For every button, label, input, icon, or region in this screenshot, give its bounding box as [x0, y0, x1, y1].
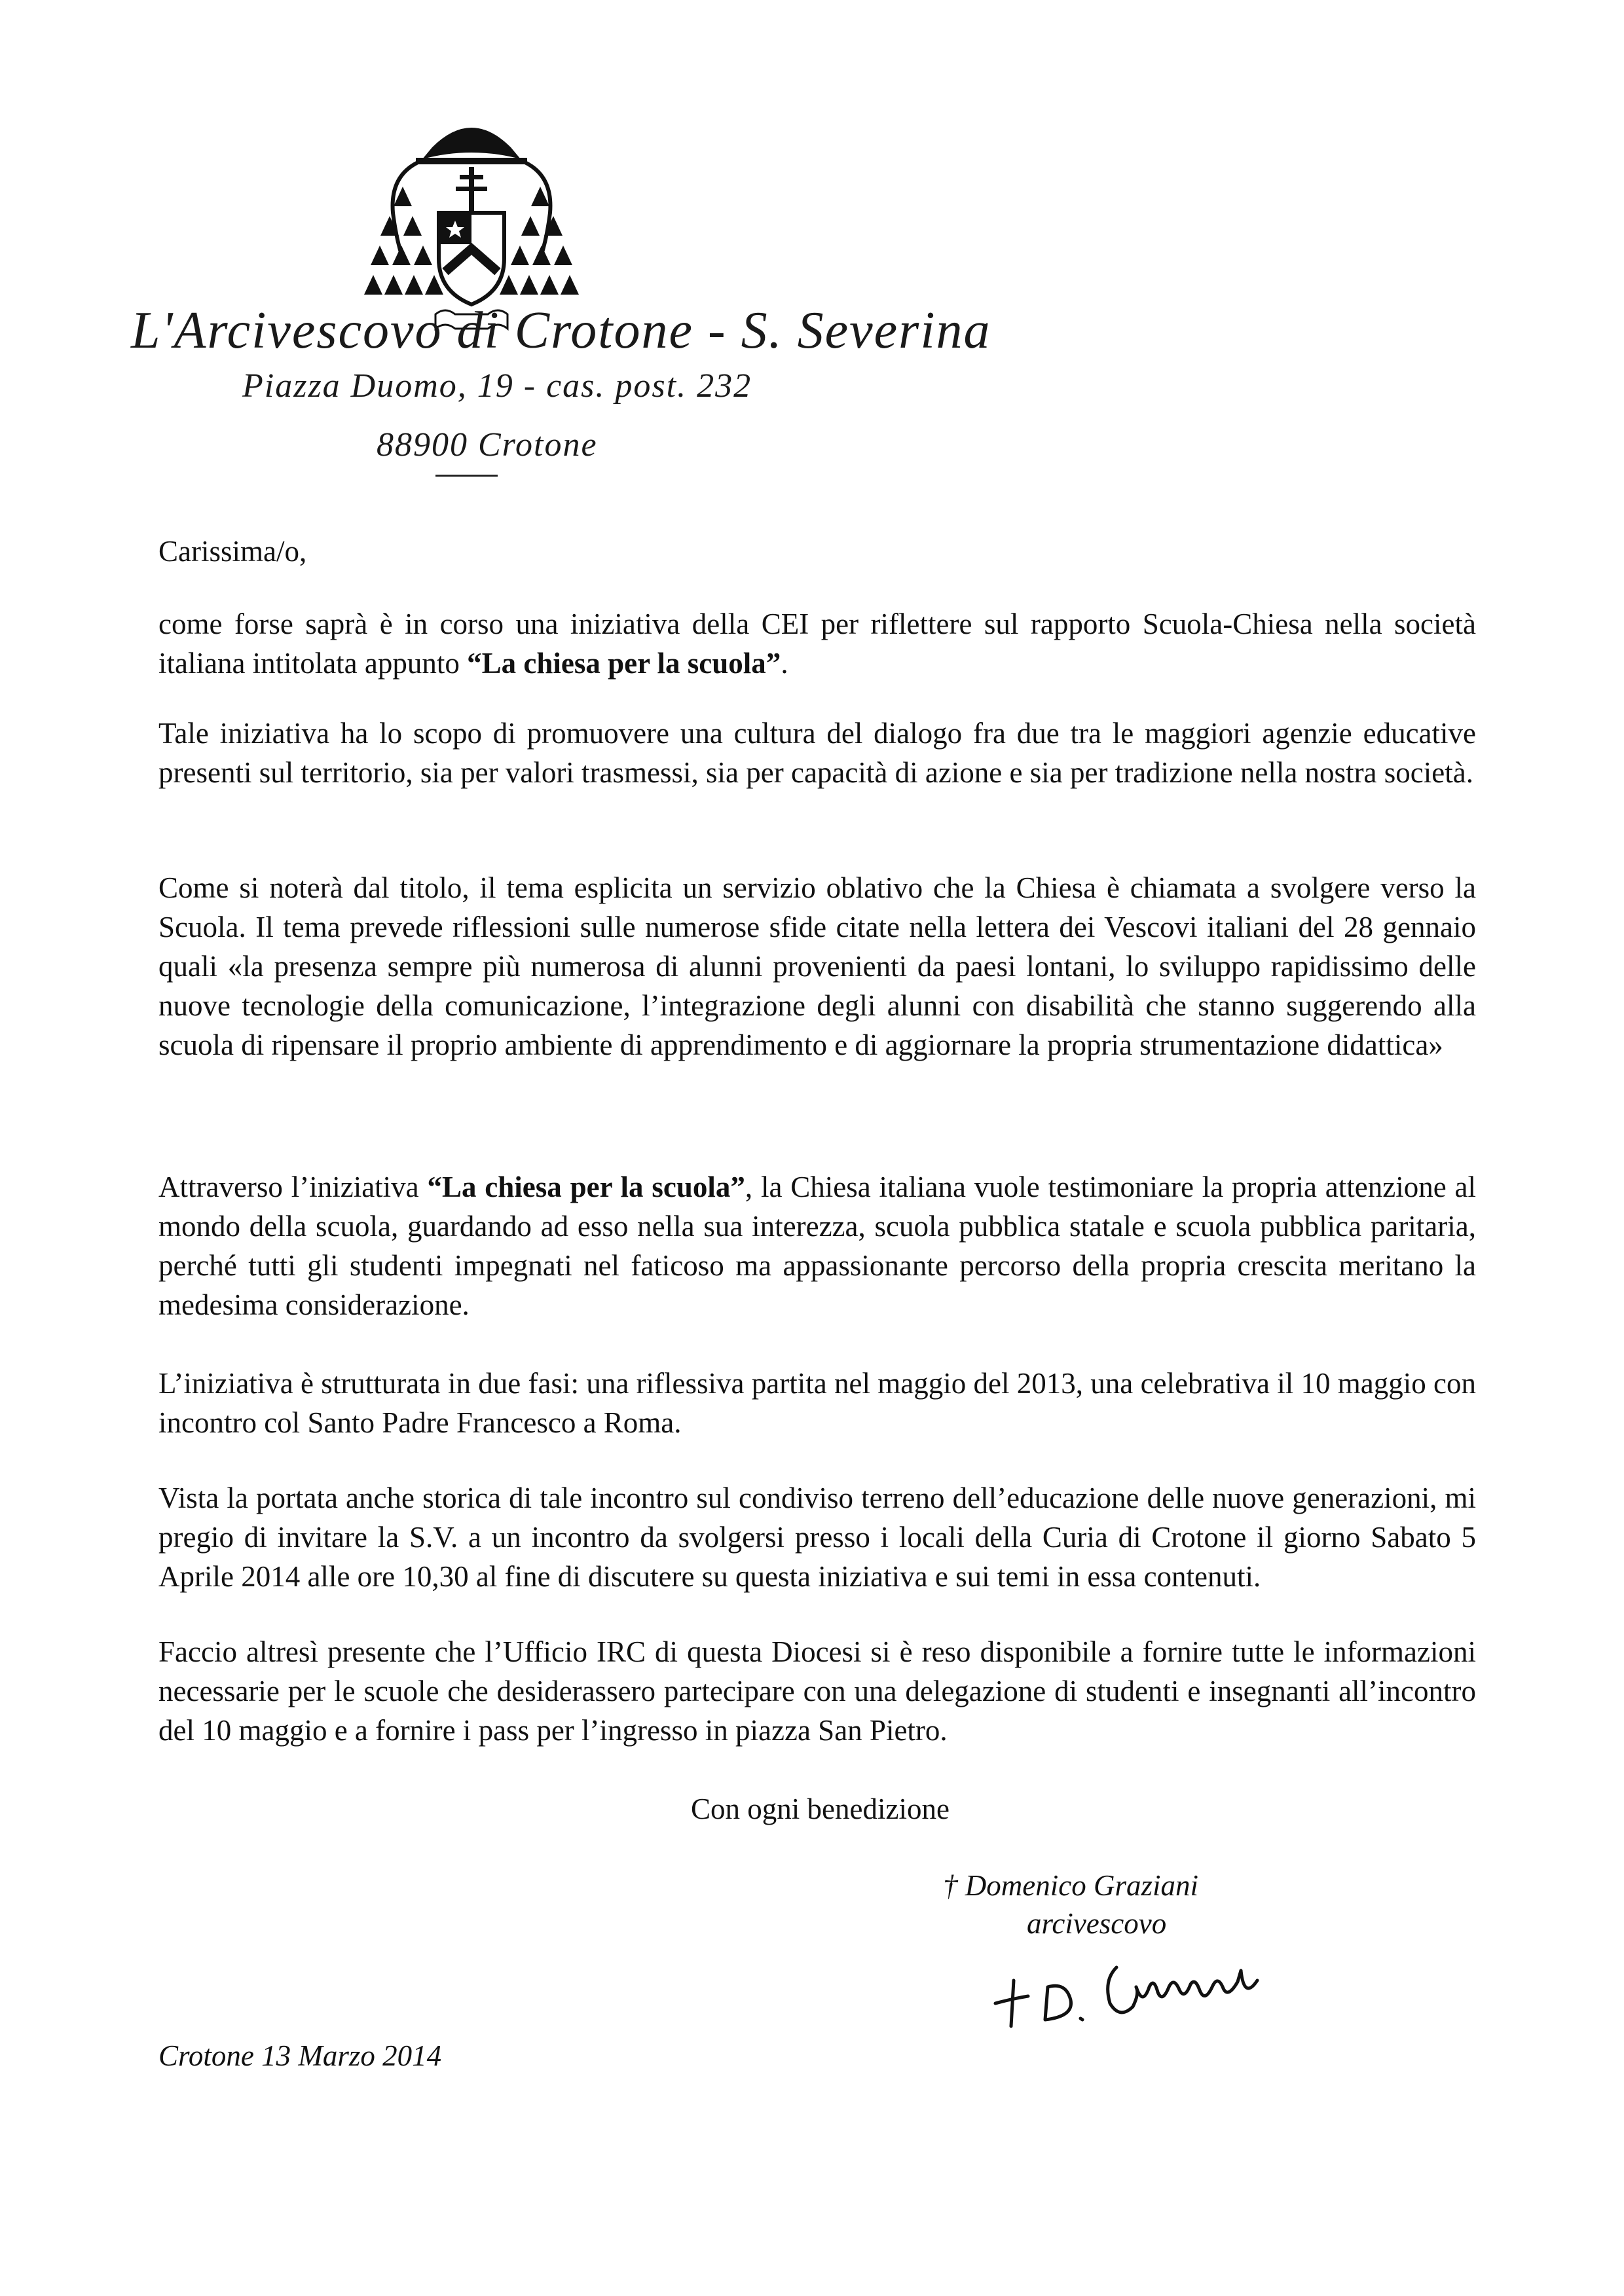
paragraph-3: Come si noterà dal titolo, il tema esplicita un servizio oblativo che la Chiesa è chiamata a svolgere verso la Scuola. Il tema prevede riflessioni sulle numerose sfide citate nella lettera dei Vescovi italiani del 28 gennaio quali «la presenza sempre più numerosa di alunni provenienti da paesi lontani, lo sviluppo rapidissimo delle nuove tecnologie della comunicazione, l’integrazione degli alunni con disabilità che stanno suggerendo alla scuola di ripensare il proprio ambiente di apprendimento e di aggiornare la propria strumentazione didattica»: [158, 871, 1476, 1061]
signer-title: arcivescovo: [1027, 1907, 1167, 1940]
paragraph-4-rest: , la Chiesa italiana vuole testimoniare la propria attenzione al mondo della scuola, guardando ad esso nella sua interezza, scuola pubblica statale e scuola pubblica paritaria, perché tutti gli studenti impegnati nel faticoso ma appassionante percorso della propria crescita meritano la medesima considerazione.: [158, 1171, 1476, 1321]
paragraph-1: [158, 604, 1476, 683]
paragraph-1-end: .: [781, 647, 788, 680]
closing-greeting: Con ogni benedizione: [691, 1793, 950, 1825]
initiative-title-bold: “La chiesa per la scuola”: [467, 647, 781, 680]
handwritten-signature: [982, 1941, 1310, 2046]
signer-name: † Domenico Graziani: [943, 1869, 1198, 1902]
paragraph-2: Tale iniziativa ha lo scopo di promuovere una cultura del dialogo fra due tra le maggiori agenzie educative presenti sul territorio, sia per valori trasmessi, sia per capacità di azione e sia per tradizione nella nostra società.: [158, 717, 1476, 789]
paragraph-5: L’iniziativa è strutturata in due fasi: una riflessiva partita nel maggio del 2013, una celebrativa il 10 maggio con incontro col Santo Padre Francesco a Roma.: [158, 1367, 1476, 1439]
paragraph-1-text: come forse saprà è in corso una iniziativa della CEI per riflettere sul rapporto Scuola-Chiesa nella società italiana intitolata appunto: [158, 608, 1476, 680]
letterhead-city: 88900 Crotone: [377, 426, 598, 464]
letterhead-title: L'Arcivescovo di Crotone - S. Severina: [131, 302, 991, 359]
paragraph-7: Faccio altresì presente che l’Ufficio IRC di questa Diocesi si è reso disponibile a fornire tutte le informazioni necessarie per le scuole che desiderassero partecipare con una delegazione di studenti e insegnanti all’incontro del 10 maggio e a fornire i pass per l’ingresso in piazza San Pietro.: [158, 1635, 1476, 1747]
paragraph-6: Vista la portata anche storica di tale incontro sul condiviso terreno dell’educazione delle nuove generazioni, mi pregio di invitare la S.V. a un incontro da svolgersi presso i locali della Curia di Crotone il giorno Sabato 5 Aprile 2014 alle ore 10,30 al fine di discutere su questa iniziativa e sui temi in essa contenuti.: [158, 1482, 1476, 1593]
salutation: Carissima/o,: [158, 535, 307, 568]
letterhead-divider: [435, 475, 498, 477]
initiative-title-bold: “La chiesa per la scuola”: [427, 1171, 745, 1203]
paragraph-4-text: Attraverso l’iniziativa: [158, 1171, 428, 1203]
letter-date: Crotone 13 Marzo 2014: [158, 2039, 442, 2072]
letterhead-address: Piazza Duomo, 19 - cas. post. 232: [242, 367, 752, 405]
paragraph-4: [158, 1167, 1476, 1324]
